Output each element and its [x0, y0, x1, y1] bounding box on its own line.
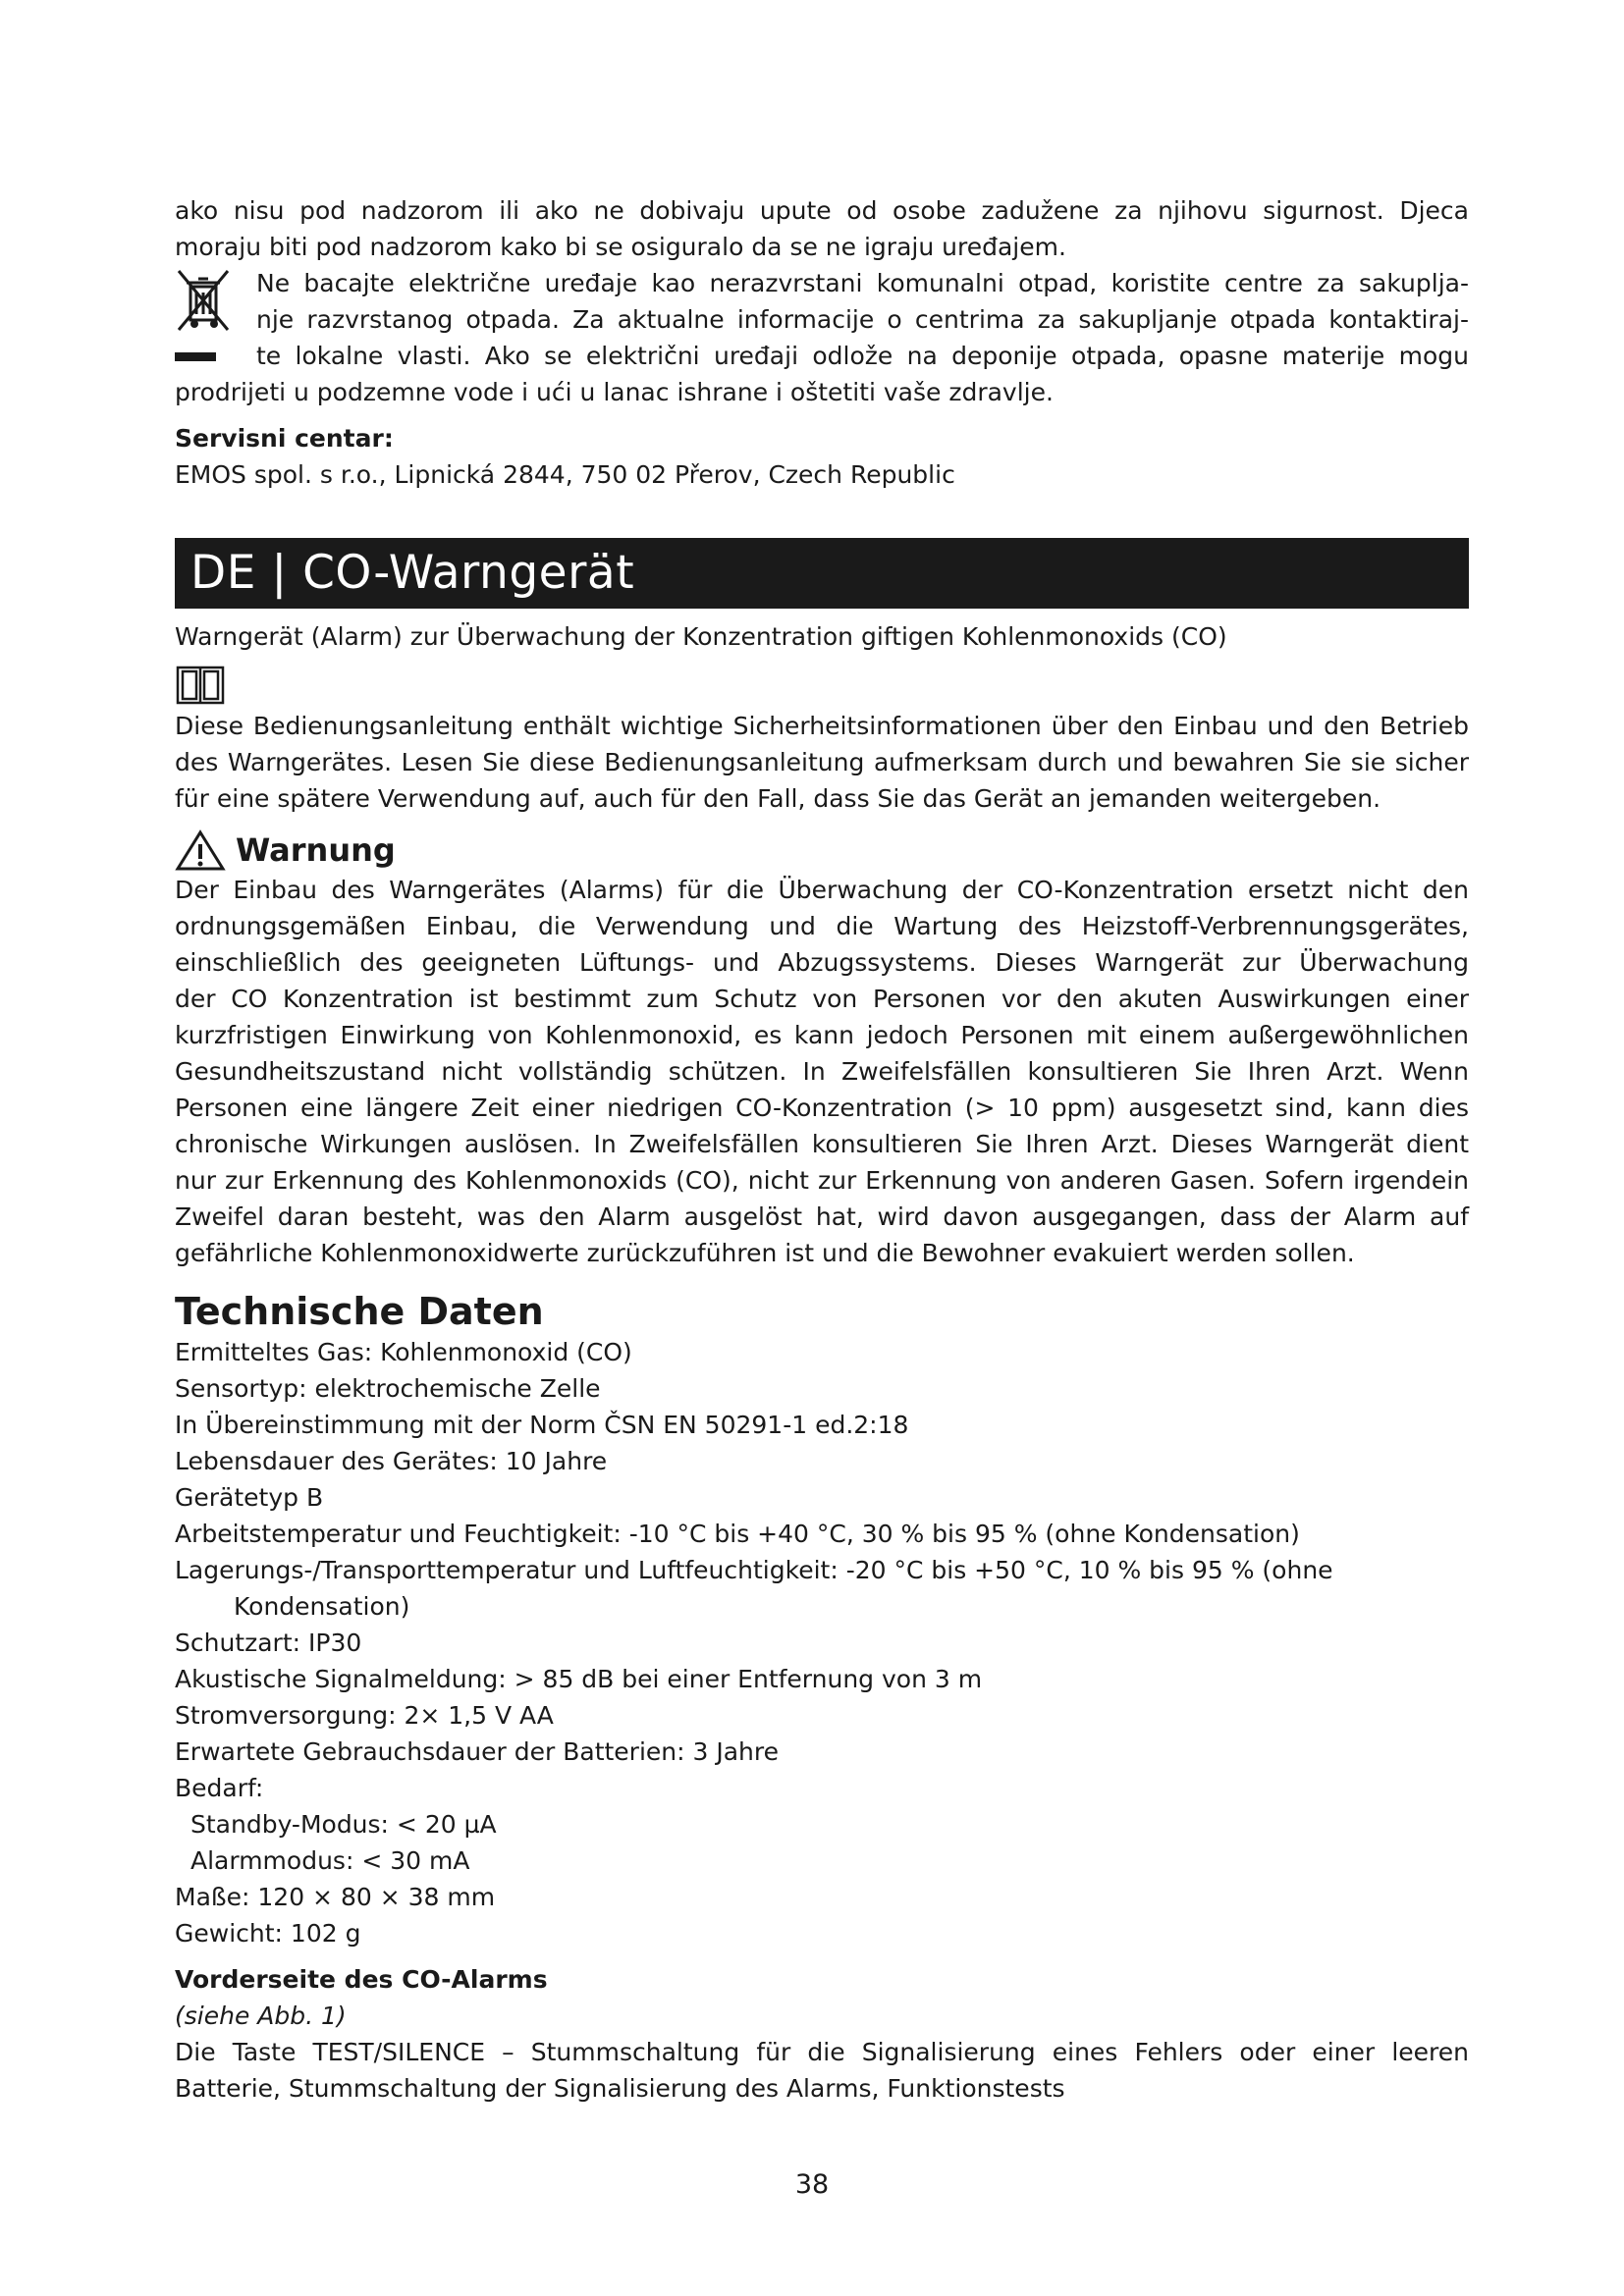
service-address: EMOS spol. s r.o., Lipnická 2844, 750 02 Přerov, Czech Republic — [175, 460, 955, 489]
tech-data-list — [175, 1334, 1469, 1951]
spec-line: In Übereinstimmung mit der Norm ČSN EN 50291-1 ed.2:18 — [175, 1411, 909, 1439]
spec-line: Akustische Signalmeldung: > 85 dB bei einer Entfernung von 3 m — [175, 1665, 983, 1693]
text-line: nje razvrstanog otpada. Za aktualne informacije o centrima za sakupljanje otpada kontaktiraj- — [256, 305, 1469, 334]
text-line: der CO Konzentration ist bestimmt zum Schutz von Personen vor den akuten Auswirkungen einer — [175, 985, 1469, 1013]
manual-book-icon — [175, 665, 226, 708]
text-line: Zweifel daran besteht, was den Alarm ausgelöst hat, wird davon ausgegangen, dass der Alarm auf — [175, 1202, 1469, 1231]
warning-title: Warnung — [236, 831, 396, 869]
spec-sub-line: Standby-Modus: < 20 µA — [190, 1810, 497, 1839]
page-number: 38 — [794, 2169, 830, 2200]
text-line: prodrijeti u podzemne vode i ući u lanac ishrane i oštetiti vaše zdravlje. — [175, 378, 1054, 406]
text-line: einschließlich des geeigneten Lüftungs- und Abzugssystems. Dieses Warngerät zur Überwachung — [175, 948, 1469, 977]
spec-line: Sensortyp: elektrochemische Zelle — [175, 1374, 601, 1403]
spec-line: Ermitteltes Gas: Kohlenmonoxid (CO) — [175, 1338, 632, 1366]
spec-line-continuation: Kondensation) — [234, 1592, 410, 1621]
text-line: Gesundheitszustand nicht vollständig schützen. In Zweifelsfällen konsultieren Sie Ihren Arzt. Wenn — [175, 1057, 1469, 1086]
text-line: Die Taste TEST/SILENCE – Stummschaltung für die Signalisierung eines Fehlers oder einer leeren — [175, 2038, 1469, 2066]
manual-paragraph — [175, 708, 1469, 817]
spec-line: Arbeitstemperatur und Feuchtigkeit: -10 °C bis +40 °C, 30 % bis 95 % (ohne Kondensation) — [175, 1520, 1300, 1548]
text-line: des Warngerätes. Lesen Sie diese Bedienungsanleitung aufmerksam durch und bewahren Sie sie sicher — [175, 748, 1469, 776]
section-title: DE | CO-Warngerät — [175, 538, 1469, 609]
figure-reference: (siehe Abb. 1) — [175, 2002, 347, 2030]
warning-triangle-icon — [175, 828, 226, 872]
tech-data-heading: Technische Daten — [175, 1290, 544, 1333]
intro-paragraph — [175, 192, 1469, 265]
section-subtitle: Warngerät (Alarm) zur Überwachung der Konzentration giftigen Kohlenmonoxids (CO) — [175, 622, 1227, 651]
warning-heading — [175, 828, 1469, 872]
text-line: ako nisu pod nadzorom ili ako ne dobivaju upute od osobe zadužene za njihovu sigurnost. Djeca — [175, 196, 1469, 225]
spec-line: Gewicht: 102 g — [175, 1919, 361, 1948]
page-content — [175, 192, 1469, 2107]
weee-bar-mark — [175, 352, 216, 361]
spec-line: Lagerungs-/Transporttemperatur und Luftfeuchtigkeit: -20 °C bis +50 °C, 10 % bis 95 % (ohne — [175, 1556, 1333, 1584]
text-line — [175, 338, 1469, 374]
text-line: Der Einbau des Warngerätes (Alarms) für die Überwachung der CO-Konzentration ersetzt nicht den — [175, 876, 1469, 904]
spec-line: Gerätetyp B — [175, 1483, 324, 1512]
spec-sub-line: Alarmmodus: < 30 mA — [190, 1846, 470, 1875]
spec-line: Bedarf: — [175, 1774, 264, 1802]
spec-line: Maße: 120 × 80 × 38 mm — [175, 1883, 496, 1911]
front-side-paragraph — [175, 2034, 1469, 2107]
text-line: moraju biti pod nadzorom kako bi se osiguralo da se ne igraju uređajem. — [175, 233, 1066, 261]
spec-line: Lebensdauer des Gerätes: 10 Jahre — [175, 1447, 608, 1475]
text-line: ordnungsgemäßen Einbau, die Verwendung und die Wartung des Heizstoff-Verbrennungsgerätes, — [175, 912, 1469, 940]
text-line: nur zur Erkennung des Kohlenmonoxids (CO), nicht zur Erkennung von anderen Gasen. Sofern irgendein — [175, 1166, 1469, 1195]
text-line: gefährliche Kohlenmonoxidwerte zurückzuführen ist und die Bewohner evakuiert werden sollen. — [175, 1239, 1355, 1267]
text-line: für eine spätere Verwendung auf, auch für den Fall, dass Sie das Gerät an jemanden weitergeben. — [175, 784, 1381, 813]
service-label: Servisni centar: — [175, 424, 394, 453]
front-side-heading: Vorderseite des CO-Alarms — [175, 1965, 548, 1994]
warning-paragraph — [175, 872, 1469, 1271]
text-line: Ne bacajte električne uređaje kao nerazvrstani komunalni otpad, koristite centre za sakuplja- — [256, 269, 1469, 297]
text-line: Personen eine längere Zeit einer niedrigen CO-Konzentration (> 10 ppm) ausgesetzt sind, kann dies — [175, 1094, 1469, 1122]
text-line: Diese Bedienungsanleitung enthält wichtige Sicherheitsinformationen über den Einbau und den Betrieb — [175, 712, 1469, 740]
text-line-content: te lokalne vlasti. Ako se električni uređaji odlože na deponije otpada, opasne materije mogu — [256, 342, 1469, 370]
text-line: kurzfristigen Einwirkung von Kohlenmonoxid, es kann jedoch Personen mit einem außergewöhnlichen — [175, 1021, 1469, 1049]
text-line: Batterie, Stummschaltung der Signalisierung des Alarms, Funktionstests — [175, 2074, 1065, 2103]
text-line: chronische Wirkungen auslösen. In Zweifelsfällen konsultieren Sie Ihren Arzt. Dieses Warngerät dient — [175, 1130, 1469, 1158]
spec-line: Schutzart: IP30 — [175, 1629, 362, 1657]
weee-notice — [175, 265, 1469, 410]
spec-line: Erwartete Gebrauchsdauer der Batterien: 3 Jahre — [175, 1737, 780, 1766]
spec-line: Stromversorgung: 2× 1,5 V AA — [175, 1701, 554, 1730]
